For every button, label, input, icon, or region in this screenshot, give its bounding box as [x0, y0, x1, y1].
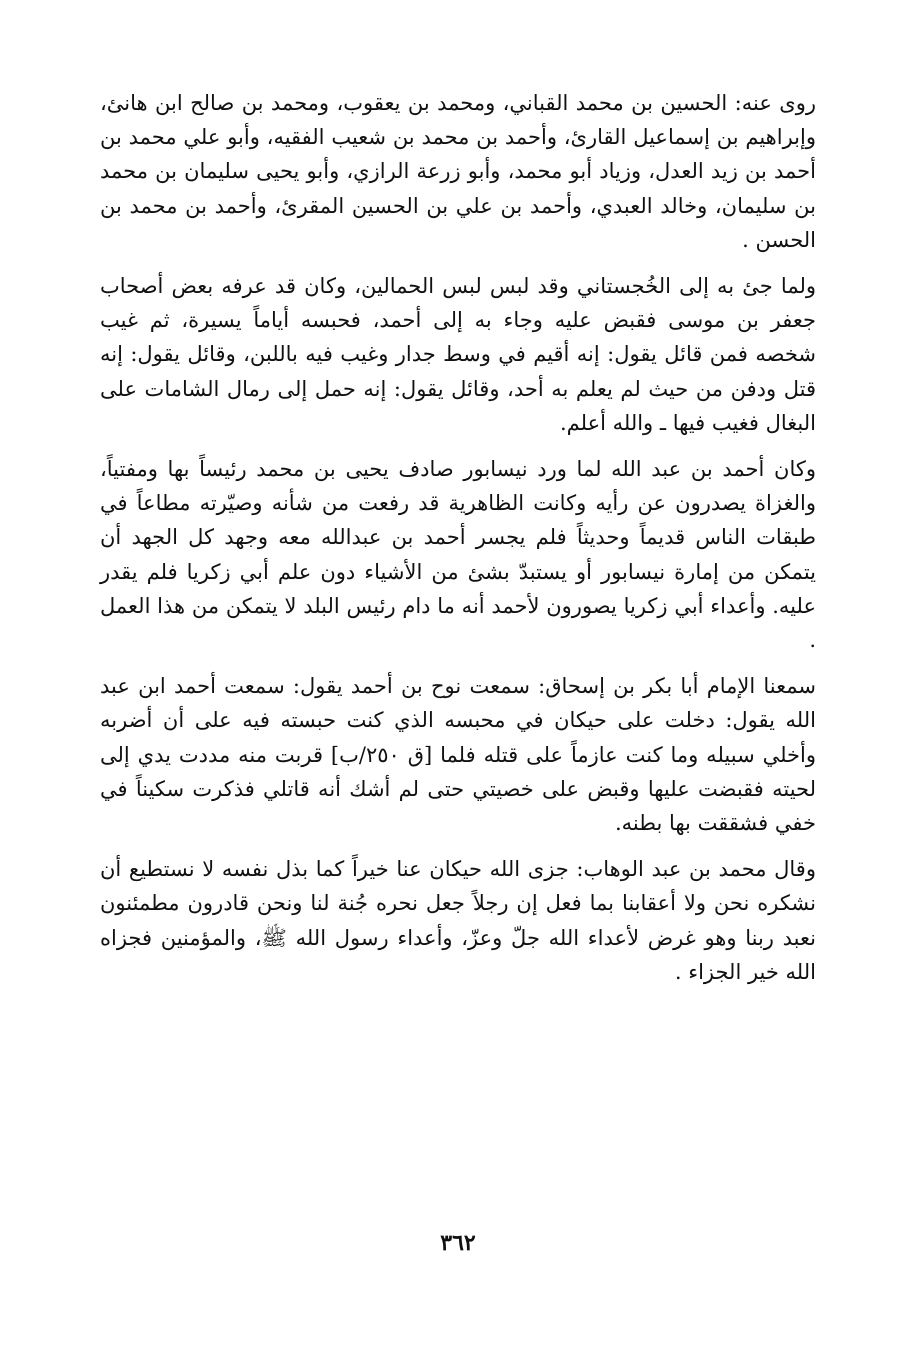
- paragraph-praise: وقال محمد بن عبد الوهاب: جزى الله حيكان عنا خيراً كما بذل نفسه لا نستطيع أن نشكره نحن ولا أعقابنا بما فعل إن رجلاً جعل نحره جُنة لنا ونحن قادرون مطمئنون نعبد ربنا وهو غرض لأعداء الله جلّ وعزّ، وأعداء رسول الله ﷺ، والمؤمنين فجزاه الله خير الجزاء .: [100, 857, 816, 984]
- paragraph-imprisonment: ولما جئ به إلى الخُجستاني وقد لبس لبس الحمالين، وكان قد عرفه بعض أصحاب جعفر بن موسى فقبض عليه وجاء به إلى أحمد، فحبسه أياماً يسيرة، ثم غيب شخصه فمن قائل يقول: إنه أقيم في وسط جدار وغيب فيه باللبن، وقائل يقول: إنه قتل ودفن من حيث لم يعلم به أحد، وقائل يقول: إنه حمل إلى رمال الشامات على البغال فغيب فيها ـ والله أعلم.: [100, 274, 816, 435]
- page-number: ٣٦٢: [440, 1230, 476, 1256]
- paragraph-ahmad-nishapur: وكان أحمد بن عبد الله لما ورد نيسابور صادف يحيى بن محمد رئيساً بها ومفتياً، والغزاة يصدرون عن رأيه وكانت الظاهرية قد رفعت من شأنه وصيّرته مطاعاً في طبقات الناس قديماً وحديثاً فلم يجسر أحمد بن عبدالله معه وجهد كل الجهد أن يتمكن من إمارة نيسابور أو يستبدّ بشئ من الأشياء دون علم أبي زكريا فلم يقدر عليه. وأعداء أبي زكريا يصورون لأحمد أنه ما دام رئيس البلد لا يتمكن من هذا العمل .: [100, 457, 816, 653]
- page-body: [100, 86, 816, 1001]
- paragraph-testimony: سمعنا الإمام أبا بكر بن إسحاق: سمعت نوح بن أحمد يقول: سمعت أحمد ابن عبد الله يقول: دخلت على حيكان في محبسه الذي كنت حبسته فيه على أن أضربه وأخلي سبيله وما كنت عازماً على قتله فلما [ق ٢٥٠/ب] قربت منه مددت يدي إلى لحيته فقبضت عليها وقبض على خصيتي حتى لم أشك أنه قاتلي فذكرت سكيناً في خفي فشققت بها بطنه.: [100, 674, 816, 836]
- paragraph-narrators: روى عنه: الحسين بن محمد القباني، ومحمد بن يعقوب، ومحمد بن صالح ابن هانئ، وإبراهيم بن إسماعيل القارئ، وأحمد بن محمد بن شعيب الفقيه، وأبو علي محمد بن أحمد بن زيد العدل، وزياد أبو محمد، وأبو زرعة الرازي، وأبو يحيى سليمان بن محمد بن سليمان، وخالد العبدي، وأحمد بن علي بن الحسين المقرئ، وأحمد بن محمد بن الحسن .: [100, 91, 816, 252]
